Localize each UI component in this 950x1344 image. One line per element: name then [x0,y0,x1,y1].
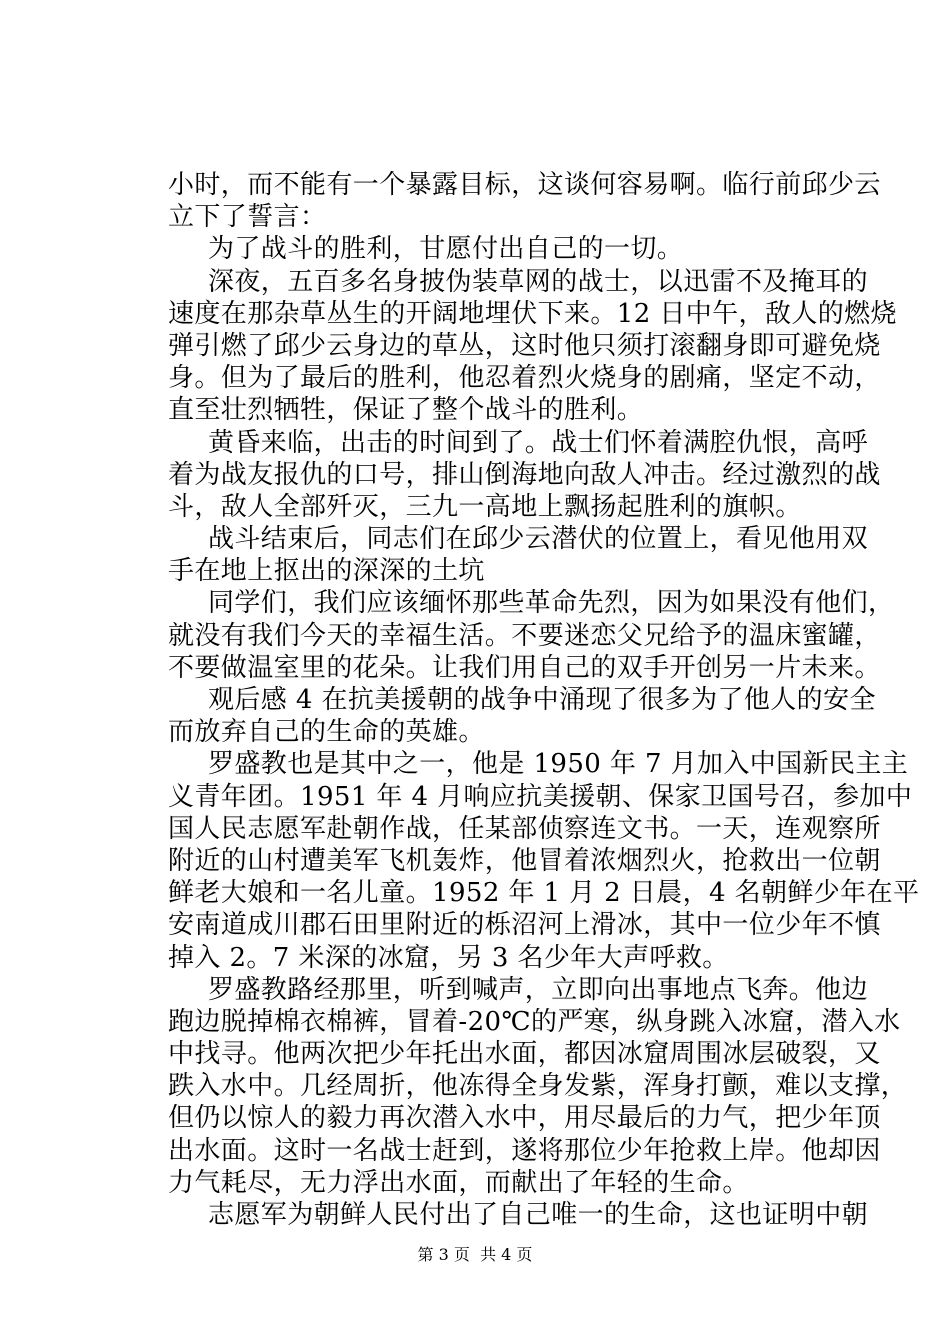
text-line: 鲜老大娘和一名儿童。1952 年 1 月 2 日晨，4 名朝鲜少年在平 [168,878,920,909]
paragraph [168,748,920,973]
text-line: 黄昏来临，出击的时间到了。战士们怀着满腔仇恨，高呼 [208,427,869,458]
text-line: 直至壮烈牺牲，保证了整个战斗的胜利。 [168,395,644,426]
text-line: 着为战友报仇的口号，排山倒海地向敌人冲击。经过激烈的战 [168,459,881,490]
text-line: 罗盛教也是其中之一，他是 1950 年 7 月加入中国新民主主 [208,749,909,780]
text-line: 速度在那杂草丛生的开阔地埋伏下来。12 日中午，敌人的燃烧 [168,298,897,329]
paragraph [168,684,876,748]
paragraph [168,266,897,427]
text-line: 安南道成川郡石田里附近的栎沼河上滑冰，其中一位少年不慎 [168,910,881,941]
text-line: 中找寻。他两次把少年托出水面，都因冰窟周围冰层破裂，又 [168,1039,881,1070]
text-line: 斗，敌人全部歼灭，三九一高地上飘扬起胜利的旗帜。 [168,491,802,522]
text-line: 跌入水中。几经周折，他冻得全身发紫，浑身打颤，难以支撑， [168,1071,908,1102]
text-line: 深夜，五百多名身披伪装草网的战士，以迅雷不及掩耳的 [208,266,869,297]
paragraph [168,587,895,684]
text-line: 立下了誓言： [168,202,327,233]
paragraph [168,523,869,587]
paragraph [168,1199,869,1231]
text-line: 国人民志愿军赴朝作战，任某部侦察连文书。一天，连观察所 [168,813,881,844]
paragraph [168,233,834,265]
text-line: 出水面。这时一名战士赶到，遂将那位少年抢救上岸。他却因 [168,1135,881,1166]
text-line: 战斗结束后，同志们在邱少云潜伏的位置上，看见他用双 [208,524,869,555]
text-line: 小时，而不能有一个暴露目标，这谈何容易啊。临行前邱少云 [168,170,881,200]
text-line: 附近的山村遭美军飞机轰炸，他冒着浓烟烈火，抢救出一位朝 [168,845,881,876]
text-line: 不要做温室里的花朵。让我们用自己的双手开创另一片未来。 [168,652,881,683]
text-line: 跑边脱掉棉衣棉裤，冒着-20℃的严寒，纵身跳入冰窟，潜入水 [168,1006,901,1037]
paragraph [168,974,908,1199]
document-body [168,169,920,1231]
text-line: 同学们，我们应该缅怀那些革命先烈，因为如果没有他们， [208,588,895,619]
text-line: 身。但为了最后的胜利，他忍着烈火烧身的剧痛，坚定不动， [168,363,881,394]
text-line: 掉入 2。7 米深的冰窟，另 3 名少年大声呼救。 [168,942,729,973]
text-line: 为了战斗的胜利，甘愿付出自己的一切。 [208,234,684,265]
text-line: 观后感 4 在抗美援朝的战争中涌现了很多为了他人的安全 [208,685,876,715]
paragraph [168,169,881,233]
paragraph [168,427,881,524]
text-line: 弹引燃了邱少云身边的草丛，这时他只须打滚翻身即可避免烧 [168,330,881,361]
text-line: 而放弃自己的生命的英雄。 [168,717,485,748]
page-footer: 第 3 页 共 4 页 [417,1245,533,1264]
text-line: 手在地上抠出的深深的土坑 [168,556,485,587]
text-line: 就没有我们今天的幸福生活。不要迷恋父兄给予的温床蜜罐， [168,620,881,651]
text-line: 志愿军为朝鲜人民付出了自己唯一的生命，这也证明中朝 [208,1200,869,1230]
text-line: 罗盛教路经那里，听到喊声，立即向出事地点飞奔。他边 [208,974,869,1005]
text-line: 力气耗尽，无力浮出水面，而献出了年轻的生命。 [168,1167,749,1198]
text-line: 义青年团。1951 年 4 月响应抗美援朝、保家卫国号召，参加中 [168,781,913,812]
text-line: 但仍以惊人的毅力再次潜入水中，用尽最后的力气，把少年顶 [168,1103,881,1134]
